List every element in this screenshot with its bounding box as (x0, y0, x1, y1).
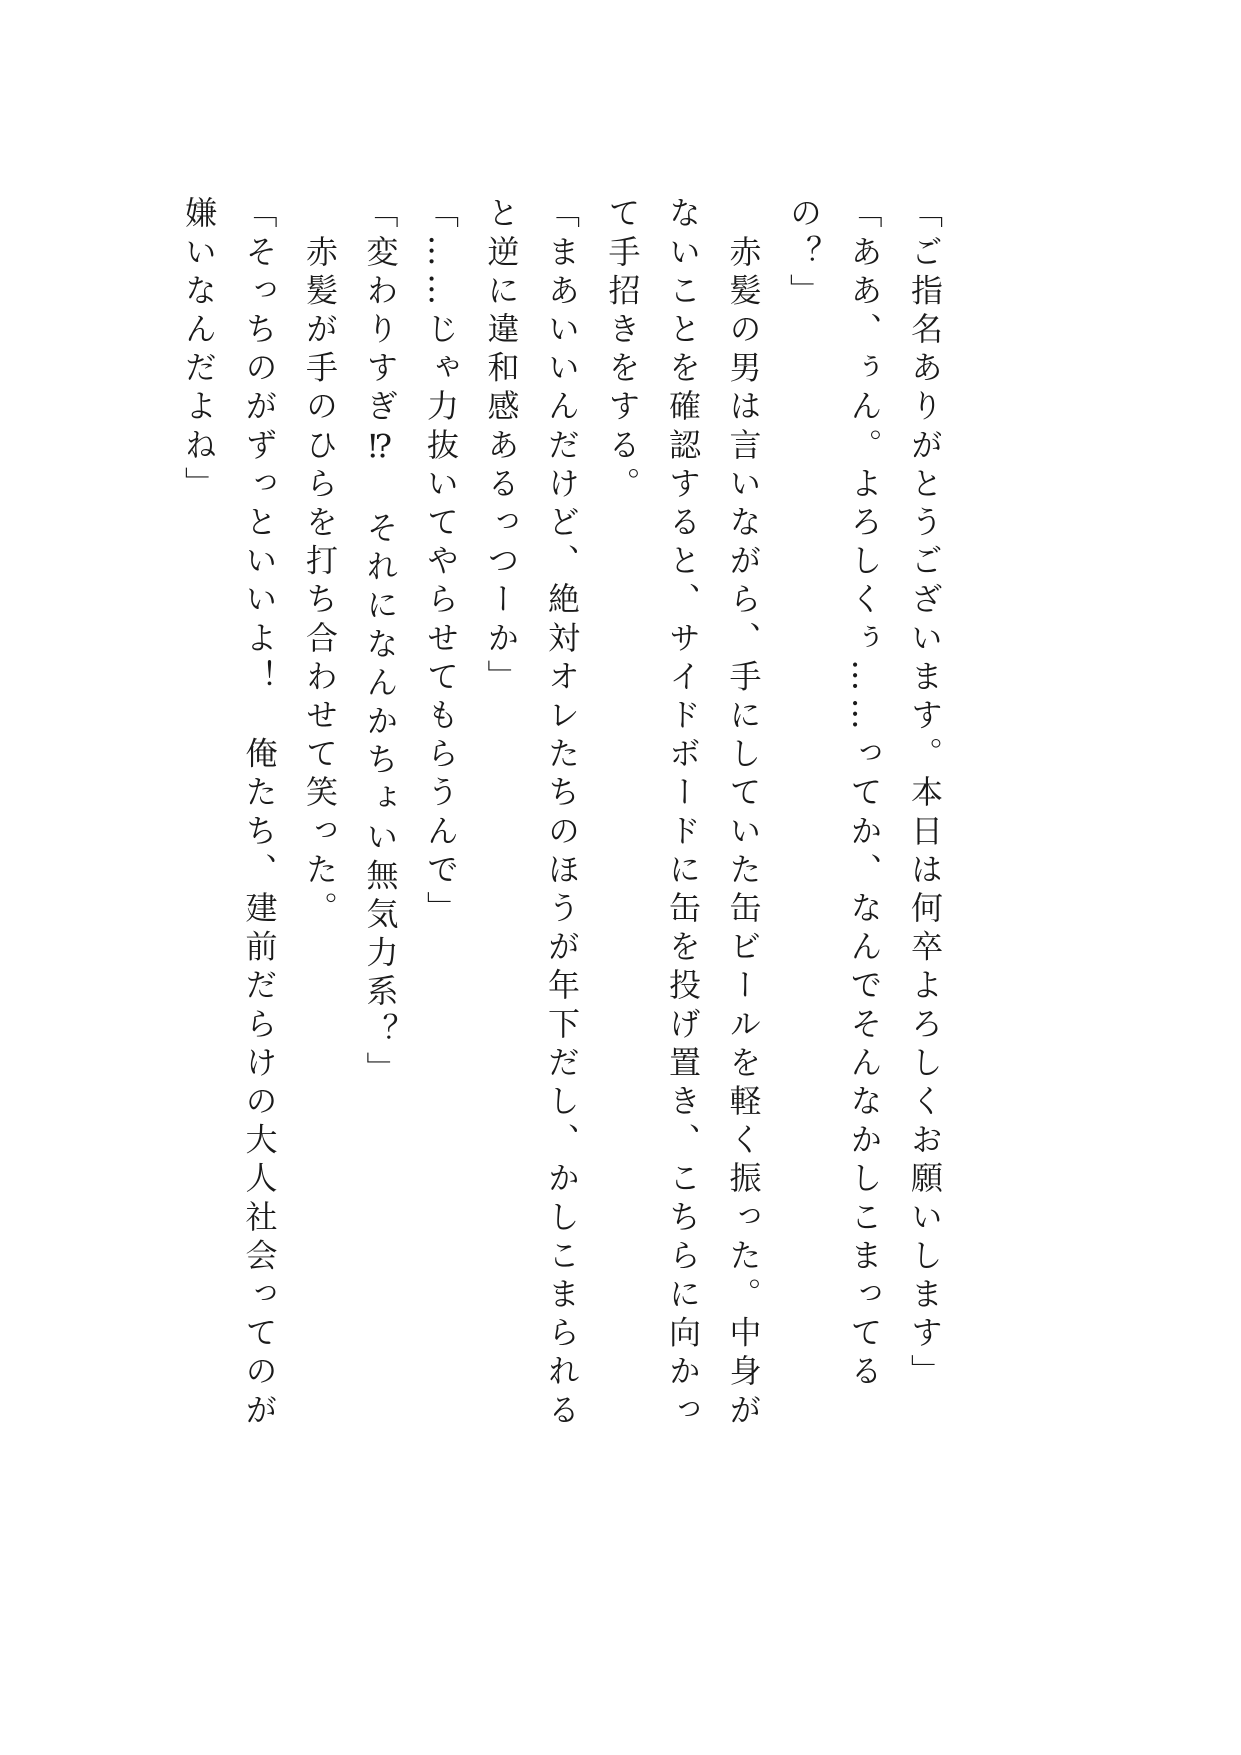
text-line: 「ああ、ぅん。よろしくぅ……ってか、なんでそんなかしこまってる (845, 196, 884, 1393)
text-line: 「そっちのがずっといいよ！ 俺たち、建前だらけの大人社会ってのが (240, 196, 279, 1432)
text-line: と逆に違和感あるっつーか」 (482, 196, 521, 698)
text-line: 「変わりすぎ⁉ それになんかちょい無気力系？」 (361, 196, 400, 1090)
text-line: 「ご指名ありがとうございます。本日は何卒よろしくお願いします」 (906, 196, 944, 1393)
text-line: ないことを確認すると、サイドボードに缶を投げ置き、こちらに向かっ (664, 196, 702, 1432)
text-line: の？」 (785, 196, 823, 312)
vertical-text-body (169, 196, 956, 1436)
text-line: 嫌いなんだよね」 (180, 196, 218, 505)
text-line: 「まあいいんだけど、絶対オレたちのほうが年下だし、かしこまられる (543, 196, 581, 1432)
text-line: 赤髪が手のひらを打ち合わせて笑った。 (301, 196, 339, 930)
text-line: 赤髪の男は言いながら、手にしていた缶ビールを軽く振った。中身が (724, 196, 763, 1432)
text-line: て手招きをする。 (603, 196, 642, 505)
text-line: 「……じゃ力抜いてやらせてもらうんで」 (422, 196, 460, 930)
